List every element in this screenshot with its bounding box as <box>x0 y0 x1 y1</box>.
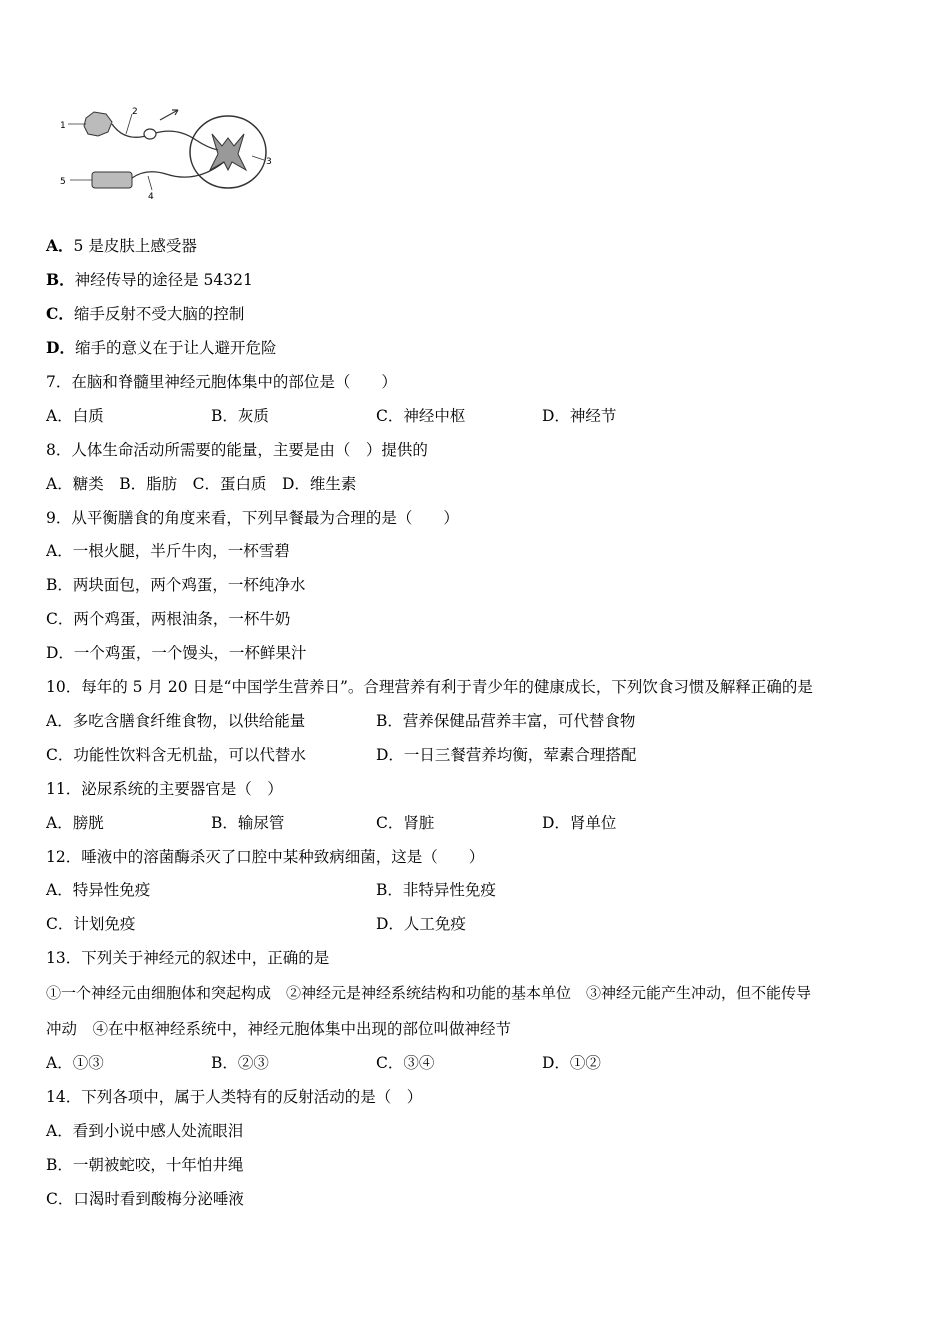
q10-option-d: D．一日三餐营养均衡，荤素合理搭配 <box>376 746 637 764</box>
q10-option-a: A．多吃含膳食纤维食物，以供给能量 <box>46 712 306 730</box>
q6-option-c: C．缩手反射不受大脑的控制 <box>46 304 245 323</box>
q9-option-b: B．两块面包，两个鸡蛋，一杯纯净水 <box>46 576 306 594</box>
q6-option-a: A．5 是皮肤上感受器 <box>46 236 197 255</box>
q12-option-b: B．非特异性免疫 <box>376 881 496 899</box>
diagram-label-1: 1 <box>60 121 66 131</box>
q7-option-d: D．神经节 <box>542 407 617 425</box>
q9-option-d: D．一个鸡蛋，一个馒头，一杯鲜果汁 <box>46 644 307 662</box>
q13-option-c: C．③④ <box>376 1054 435 1072</box>
q9-option-c: C．两个鸡蛋，两根油条，一杯牛奶 <box>46 610 291 628</box>
q7-stem: 7．在脑和脊髓里神经元胞体集中的部位是（ ） <box>46 373 397 391</box>
q6-option-d: D．缩手的意义在于让人避开危险 <box>46 338 277 357</box>
q10-option-c: C．功能性饮料含无机盐，可以代替水 <box>46 746 306 764</box>
q9-stem: 9．从平衡膳食的角度来看，下列早餐最为合理的是（ ） <box>46 509 459 527</box>
q13-option-a: A．①③ <box>46 1054 104 1072</box>
q13-option-b: B．②③ <box>211 1054 269 1072</box>
q12-option-c: C．计划免疫 <box>46 915 136 933</box>
gray-matter-shape <box>210 134 246 170</box>
q7-option-a: A．白质 <box>46 407 104 425</box>
reflex-arc-diagram <box>56 104 278 204</box>
receptor-shape <box>84 112 112 136</box>
q7-option-c: C．神经中枢 <box>376 407 466 425</box>
q14-option-b: B．一朝被蛇咬，十年怕井绳 <box>46 1156 244 1174</box>
effector-shape <box>92 172 132 188</box>
q14-option-a: A．看到小说中感人处流眼泪 <box>46 1122 244 1140</box>
q12-stem: 12．唾液中的溶菌酶杀灭了口腔中某种致病细菌，这是（ ） <box>46 848 485 866</box>
q11-option-b: B．输尿管 <box>211 814 285 832</box>
q11-option-d: D．肾单位 <box>542 814 617 832</box>
diagram-label-4: 4 <box>148 192 154 202</box>
q8-options: A．糖类 B．脂肪 C．蛋白质 D．维生素 <box>46 475 357 493</box>
q9-option-a: A．一根火腿，半斤牛肉，一杯雪碧 <box>46 542 290 560</box>
q13-stem: 13．下列关于神经元的叙述中，正确的是 <box>46 949 330 967</box>
q11-option-a: A．膀胱 <box>46 814 104 832</box>
q11-option-c: C．肾脏 <box>376 814 435 832</box>
q10-stem: 10．每年的 5 月 20 日是“中国学生营养日”。合理营养有利于青少年的健康成长，下列饮食习惯及解释正确的是 <box>46 678 813 696</box>
diagram-label-2: 2 <box>132 107 138 117</box>
diagram-label-3: 3 <box>266 157 272 167</box>
diagram-label-5: 5 <box>60 177 66 187</box>
q14-stem: 14．下列各项中，属于人类特有的反射活动的是（ ） <box>46 1088 423 1106</box>
q8-stem: 8．人体生命活动所需要的能量，主要是由（ ）提供的 <box>46 441 428 459</box>
q13-statement-line2: 冲动 ④在中枢神经系统中，神经元胞体集中出现的部位叫做神经节 <box>46 1020 512 1038</box>
ganglion-shape <box>144 129 156 139</box>
q12-option-d: D．人工免疫 <box>376 915 466 933</box>
q11-stem: 11．泌尿系统的主要器官是（ ） <box>46 780 283 798</box>
q10-option-b: B．营养保健品营养丰富，可代替食物 <box>376 712 636 730</box>
q7-option-b: B．灰质 <box>211 407 269 425</box>
q14-option-c: C．口渴时看到酸梅分泌唾液 <box>46 1190 244 1208</box>
q12-option-a: A．特异性免疫 <box>46 881 151 899</box>
q13-option-d: D．①② <box>542 1054 601 1072</box>
q13-statement-line1: ①一个神经元由细胞体和突起构成 ②神经元是神经系统结构和功能的基本单位 ③神经元能产生冲动，但不能传导 <box>46 984 812 1002</box>
q6-option-b: B．神经传导的途径是 54321 <box>46 270 253 289</box>
